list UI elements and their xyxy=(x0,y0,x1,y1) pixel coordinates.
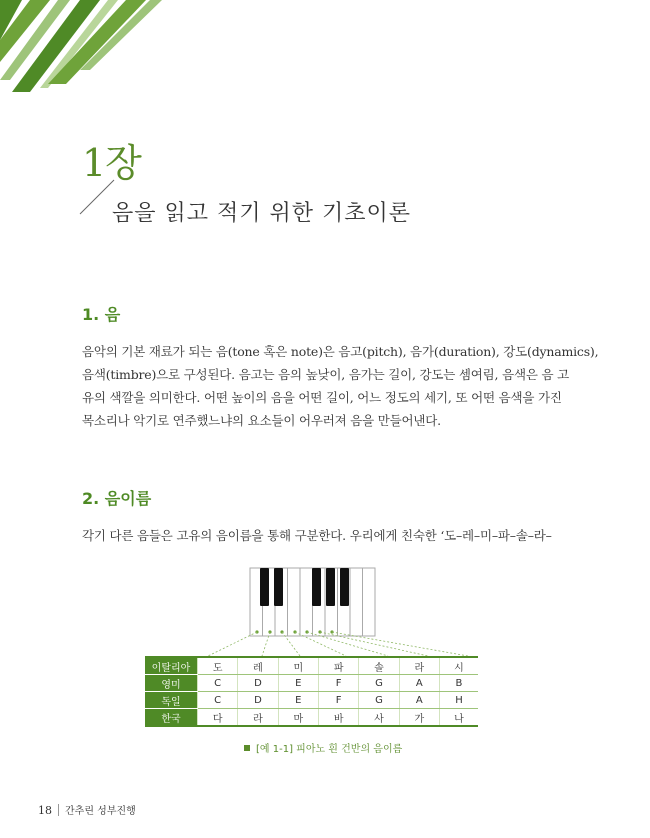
table-cell: 라 xyxy=(238,709,278,727)
table-cell: C xyxy=(198,675,238,692)
footer-divider xyxy=(58,804,59,816)
table-cell: 사 xyxy=(359,709,399,727)
row-label: 독일 xyxy=(145,692,198,709)
section-heading-tone: 1. 음 xyxy=(82,305,121,324)
table-cell: 마 xyxy=(278,709,318,727)
table-cell: 레 xyxy=(238,657,278,675)
table-cell: A xyxy=(399,675,439,692)
table-cell: B xyxy=(439,675,478,692)
note-name-table xyxy=(145,656,478,727)
paragraph-line: 각기 다른 음들은 고유의 음이름을 통해 구분한다. 우리에게 친숙한 ‘도–레–미–파–솔–라– xyxy=(82,528,552,543)
page-footer xyxy=(38,802,136,817)
row-label: 한국 xyxy=(145,709,198,727)
square-bullet-icon xyxy=(244,745,250,751)
table-cell: 시 xyxy=(439,657,478,675)
figure-caption-text: [예 1-1] 피아노 흰 건반의 음이름 xyxy=(256,744,403,755)
paragraph-note-names xyxy=(82,524,562,547)
paragraph-tone xyxy=(82,340,599,432)
chapter-number: 1장 xyxy=(82,141,141,185)
table-cell: 나 xyxy=(439,709,478,727)
table-row xyxy=(145,657,478,675)
table-cell: 미 xyxy=(278,657,318,675)
table-row xyxy=(145,709,478,727)
paragraph-line: 유의 색깔을 의미한다. 어떤 높이의 음을 어떤 길이, 어느 정도의 세기, 또 어떤 음색을 가진 xyxy=(82,390,562,405)
table-cell: D xyxy=(238,675,278,692)
table-cell: G xyxy=(359,692,399,709)
figure-caption xyxy=(244,740,402,755)
table-cell: F xyxy=(318,675,358,692)
page-number: 18 xyxy=(38,804,52,817)
book-title: 간추린 성부진행 xyxy=(65,806,136,817)
table-cell: 솔 xyxy=(359,657,399,675)
table-cell: 파 xyxy=(318,657,358,675)
table-row xyxy=(145,692,478,709)
table-cell: H xyxy=(439,692,478,709)
table-cell: G xyxy=(359,675,399,692)
table-cell: C xyxy=(198,692,238,709)
section-heading-note-names: 2. 음이름 xyxy=(82,489,152,508)
table-cell: E xyxy=(278,675,318,692)
table-cell: E xyxy=(278,692,318,709)
chapter-title: 음을 읽고 적기 위한 기초이론 xyxy=(112,201,411,226)
table-row xyxy=(145,675,478,692)
table-cell: 다 xyxy=(198,709,238,727)
paragraph-line: 목소리나 악기로 연주했느냐의 요소들이 어우러져 음을 만들어낸다. xyxy=(82,413,441,428)
table-cell: 라 xyxy=(399,657,439,675)
piano-keyboard-figure xyxy=(150,566,480,656)
table-cell: 도 xyxy=(198,657,238,675)
paragraph-line: 음색(timbre)으로 구성된다. 음고는 음의 높낮이, 음가는 길이, 강도는 셈여림, 음색은 음 고 xyxy=(82,367,570,382)
table-cell: 바 xyxy=(318,709,358,727)
row-label: 영미 xyxy=(145,675,198,692)
row-label: 이탈리아 xyxy=(145,657,198,675)
table-cell: D xyxy=(238,692,278,709)
table-cell: 가 xyxy=(399,709,439,727)
table-cell: F xyxy=(318,692,358,709)
paragraph-line: 음악의 기본 재료가 되는 음(tone 혹은 note)은 음고(pitch), 음가(duration), 강도(dynamics), xyxy=(82,344,599,359)
corner-stripes-decoration xyxy=(0,0,170,100)
table-cell: A xyxy=(399,692,439,709)
